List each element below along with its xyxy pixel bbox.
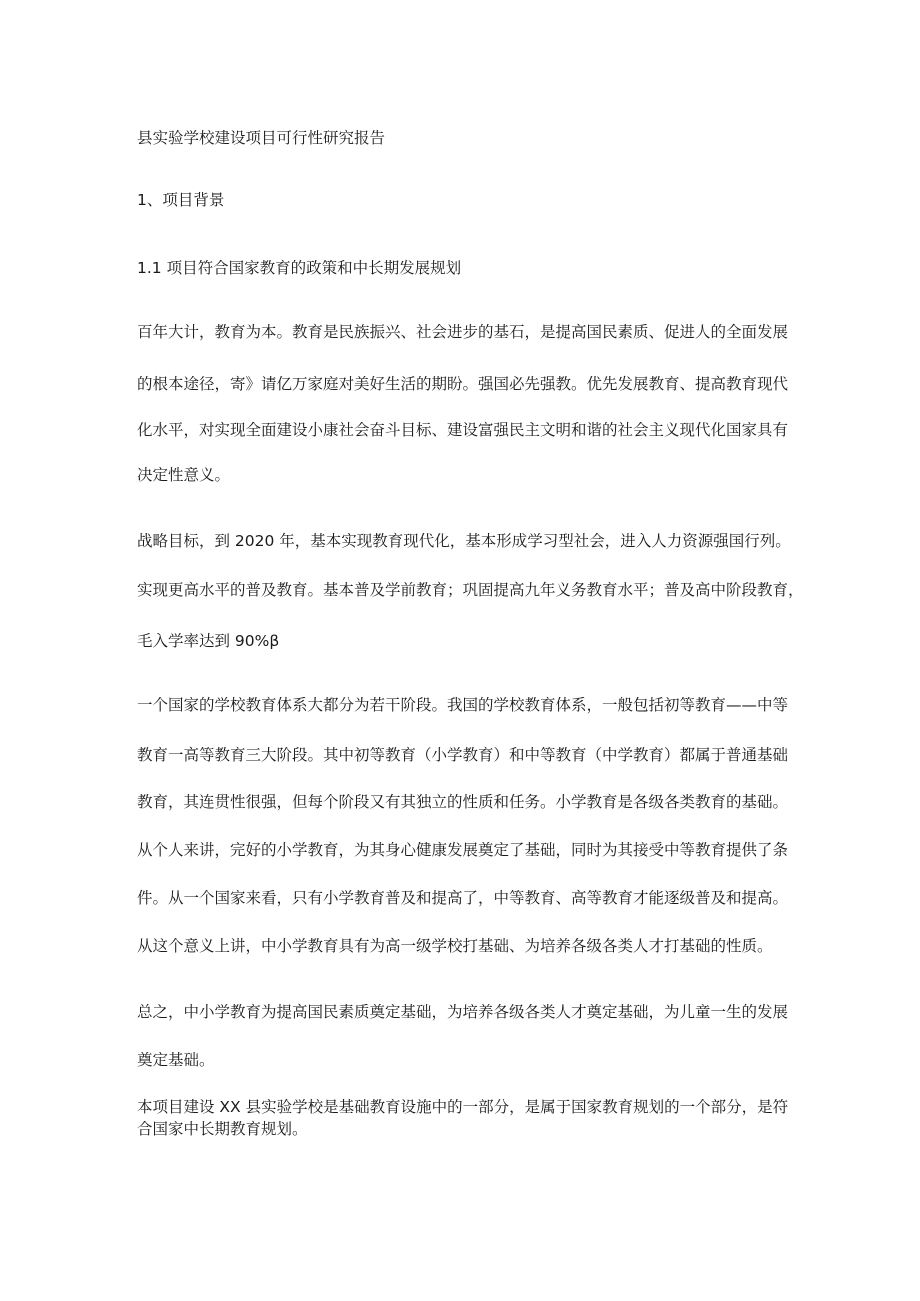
paragraph-line: 奠定基础。 — [137, 1051, 215, 1069]
paragraph-line: 实现更高水平的普及教育。基本普及学前教育；巩固提高九年义务教育水平；普及高中阶段教育， — [137, 581, 804, 599]
paragraph-line: 件。从一个国家来看，只有小学教育普及和提高了，中等教育、高等教育才能逐级普及和提高。 — [137, 889, 789, 907]
paragraph-line: 总之，中小学教育为提高国民素质奠定基础，为培养各级各类人才奠定基础，为儿童一生的发展 — [137, 1003, 789, 1021]
paragraph-line: 教育一高等教育三大阶段。其中初等教育（小学教育）和中等教育（中学教育）都属于普通基础 — [137, 746, 789, 764]
document-title: 县实验学校建设项目可行性研究报告 — [137, 129, 386, 147]
paragraph-line: 毛入学率达到 90%β — [137, 632, 280, 650]
paragraph-line: 合国家中长期教育规划。 — [137, 1120, 308, 1138]
paragraph-line: 决定性意义。 — [137, 466, 231, 484]
paragraph-line: 从这个意义上讲，中小学教育具有为高一级学校打基础、为培养各级各类人才打基础的性质。 — [137, 937, 773, 955]
section-heading: 1、项目背景 — [137, 191, 225, 209]
paragraph-line: 从个人来讲，完好的小学教育，为其身心健康发展奠定了基础，同时为其接受中等教育提供了条 — [137, 841, 789, 859]
paragraph-line: 化水平，对实现全面建设小康社会奋斗目标、建设富强民主文明和谐的社会主义现代化国家具有 — [137, 421, 789, 439]
paragraph-line: 教育，其连贯性很强，但每个阶段又有其独立的性质和任务。小学教育是各级各类教育的基础。 — [137, 793, 789, 811]
paragraph-line: 本项目建设 XX 县实验学校是基础教育设施中的一部分，是属于国家教育规划的一个部分，是符 — [137, 1098, 789, 1116]
paragraph-line: 百年大计，教育为本。教育是民族振兴、社会进步的基石，是提高国民素质、促进人的全面发展 — [137, 323, 789, 341]
subsection-heading: 1.1 项目符合国家教育的政策和中长期发展规划 — [137, 259, 462, 277]
paragraph-line: 的根本途径，寄》请亿万家庭对美好生活的期盼。强国必先强教。优先发展教育、提高教育现代 — [137, 375, 789, 393]
paragraph-line: 战略目标，到 2020 年，基本实现教育现代化，基本形成学习型社会，进入人力资源强国行列。 — [137, 532, 791, 550]
paragraph-line: 一个国家的学校教育体系大都分为若干阶段。我国的学校教育体系，一般包括初等教育——中等 — [137, 696, 789, 714]
